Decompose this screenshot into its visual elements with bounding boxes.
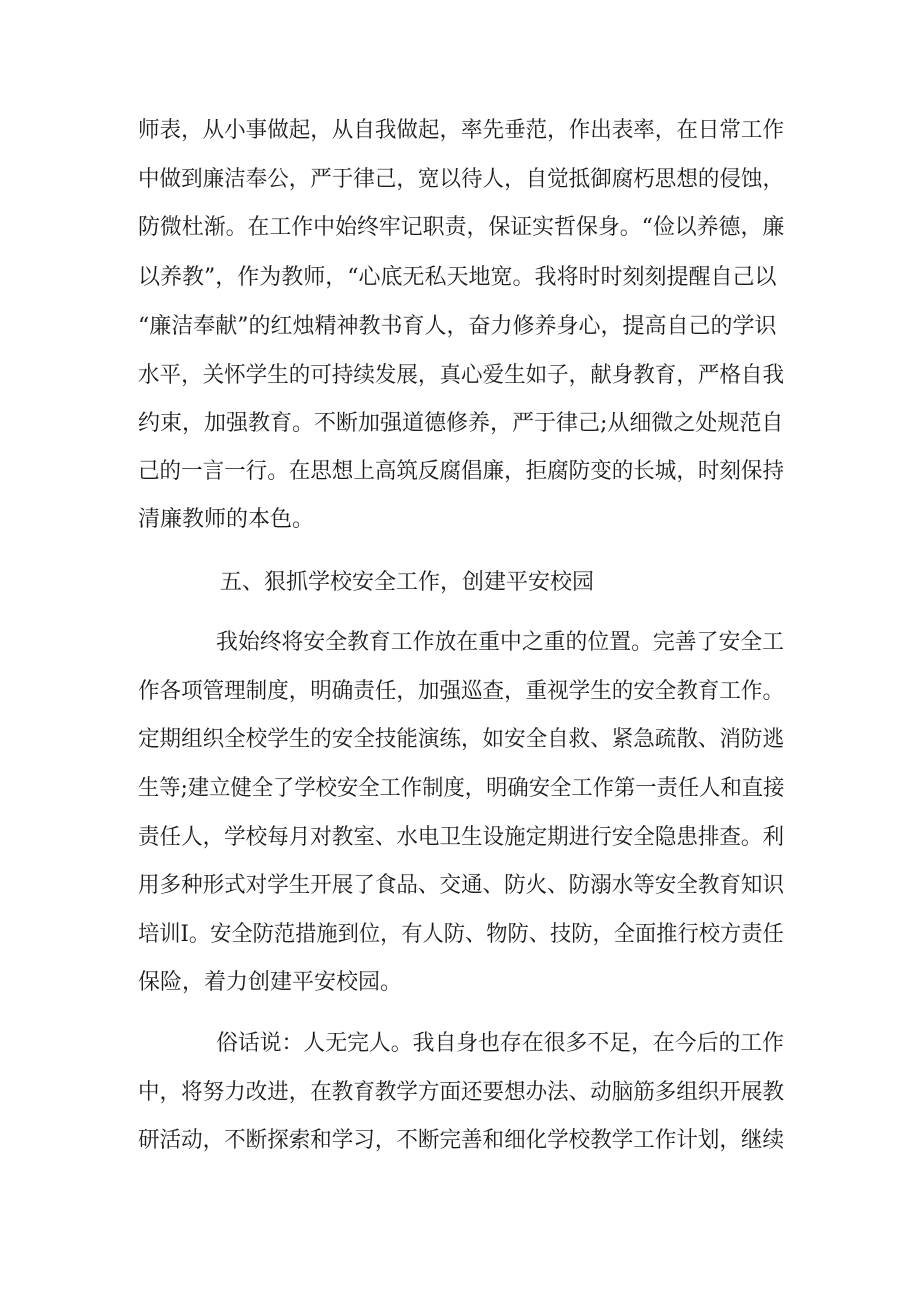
paragraph-line: 作各项管理制度，明确责任，加强巡查，重视学生的安全教育工作。 — [138, 679, 785, 704]
paragraph-line: 责任人，学校每月对教室、水电卫生设施定期进行安全隐患排查。利 — [138, 825, 785, 850]
paragraph-line: 以养教”，作为教师，“心底无私天地宽。我将时时刻刻提醒自己以 — [138, 265, 777, 290]
paragraph-line: 定期组织全校学生的安全技能演练，如安全自救、紧急疏散、消防逃 — [138, 727, 785, 752]
paragraph-line: 清廉教师的本色。 — [138, 507, 315, 532]
paragraph-line: “廉洁奉献”的红烛精神教书育人，奋力修养身心，提高自己的学识 — [138, 314, 777, 339]
paragraph-line: 生等;建立健全了学校安全工作制度，明确安全工作第一责任人和直接 — [138, 776, 785, 801]
paragraph-line: 俗话说：人无完人。我自身也存在很多不足，在今后的工作 — [216, 1031, 785, 1056]
paragraph-line: 研活动，不断探索和学习，不断完善和细化学校教学工作计划，继续 — [138, 1128, 785, 1153]
paragraph-line: 中，将努力改进，在教育教学方面还要想办法、动脑筋多组织开展教 — [138, 1080, 785, 1105]
paragraph-line: 培训I。安全防范措施到位，有人防、物防、技防，全面推行校方责任 — [138, 922, 784, 947]
paragraph-line: 中做到廉洁奉公，严于律己，宽以待人，自觉抵御腐朽思想的侵蚀， — [138, 167, 785, 192]
section-heading: 五、狠抓学校安全工作，创建平安校园 — [220, 570, 595, 595]
paragraph-line: 用多种形式对学生开展了食品、交通、防火、防溺水等安全教育知识 — [138, 873, 785, 898]
paragraph-line: 防微杜渐。在工作中始终牢记职责，保证实哲保身。“俭以养德，廉 — [138, 215, 785, 240]
paragraph-line: 保险，着力创建平安校园。 — [138, 970, 403, 995]
paragraph-line: 师表，从小事做起，从自我做起，率先垂范，作出表率，在日常工作 — [138, 118, 785, 143]
paragraph-line: 我始终将安全教育工作放在重中之重的位置。完善了安全工 — [216, 630, 785, 655]
paragraph-line: 己的一言一行。在思想上高筑反腐倡廉，拒腐防变的长城，时刻保持 — [138, 459, 785, 484]
paragraph-line: 水平，关怀学生的可持续发展，真心爱生如子，献身教育，严格自我 — [138, 363, 785, 388]
paragraph-line: 约束，加强教育。不断加强道德修养，严于律己;从细微之处规范自 — [138, 411, 784, 436]
